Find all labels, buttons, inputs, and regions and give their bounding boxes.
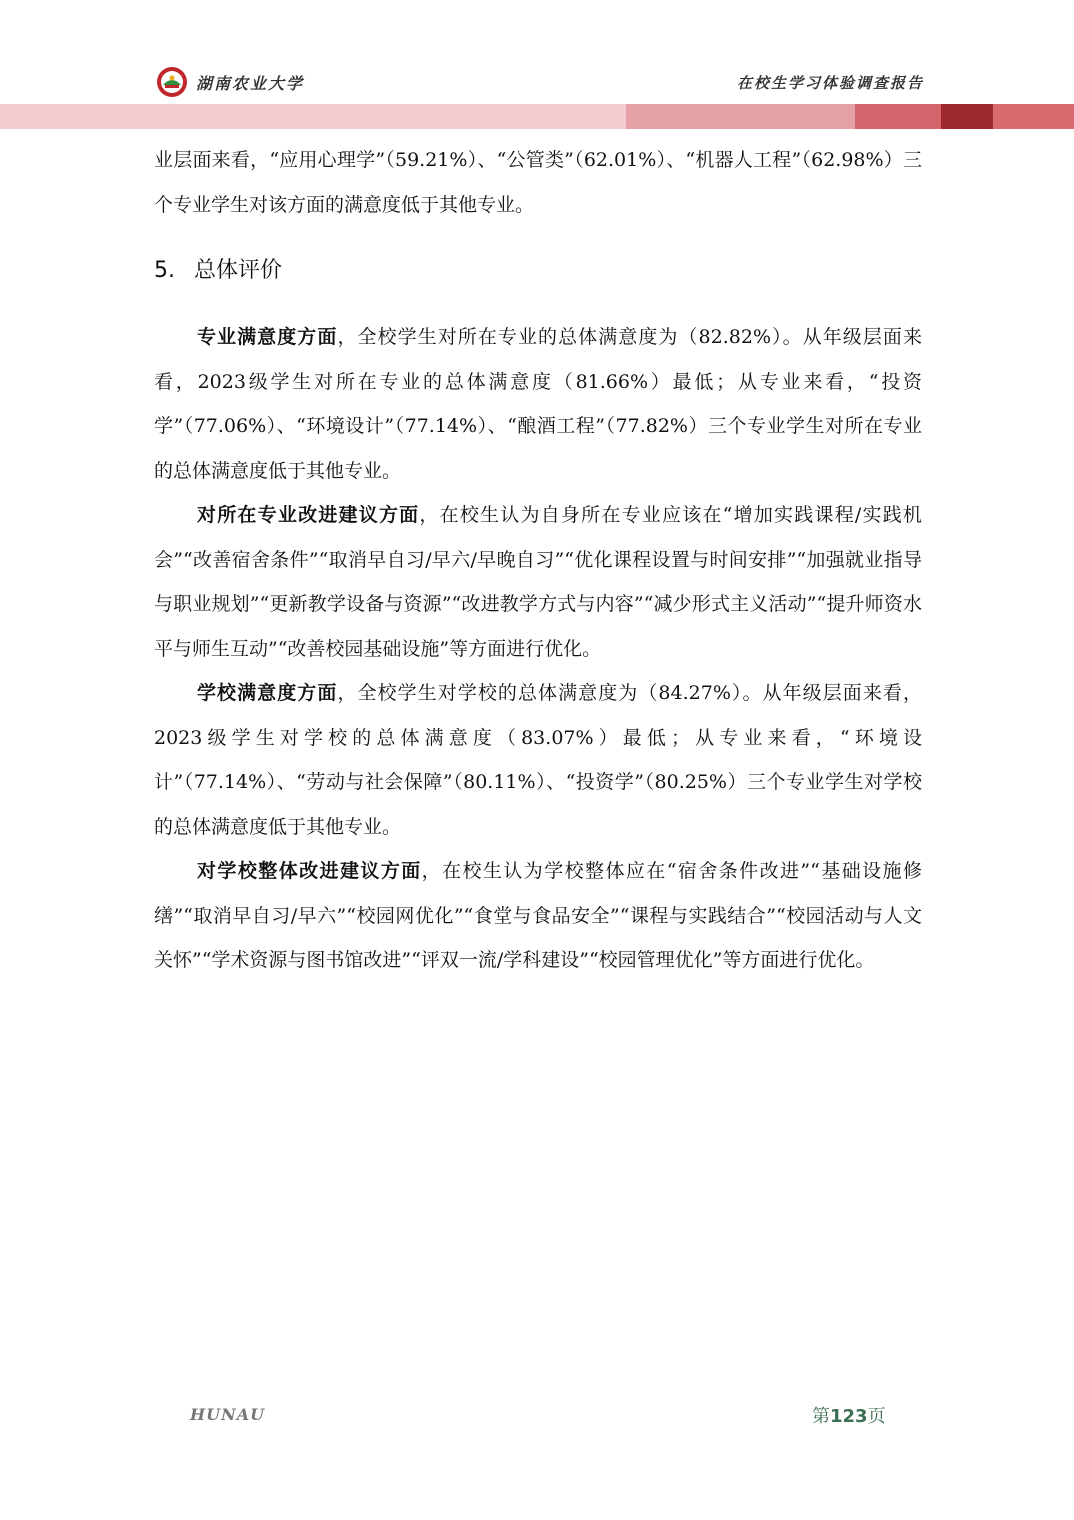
header-band-segment <box>941 104 993 129</box>
paragraph-text: ，全校学生对所在专业的总体满意度为（82.82%）。从年级层面来看，2023级学生对所在专业的总体满意度（81.66%）最低；从专业来看，“投资学”（77.06%）、“环境设计”（77.14%）、“酿酒工程”（77.82%）三个专业学生对所在专业的总体满意度低于其他专业。 <box>154 326 922 482</box>
section-heading <box>154 251 922 291</box>
paragraph-text: ，在校生认为自身所在专业应该在“增加实践课程/实践机会”“改善宿舍条件”“取消早自习/早六/早晚自习”“优化课程设置与时间安排”“加强就业指导与职业规划”“更新教学设备与资源”“改进教学方式与内容”“减少形式主义活动”“提升师资水平与师生互动”“改善校园基础设施”等方面进行优化。 <box>154 504 922 660</box>
paragraph-major-satisfaction <box>154 315 922 493</box>
header-band-segment <box>993 104 1074 129</box>
school-name: 湖南农业大学 <box>196 73 305 93</box>
section-title: 总体评价 <box>194 258 283 283</box>
paragraph-lead: 专业满意度方面 <box>197 326 338 348</box>
paragraph-lead: 学校满意度方面 <box>197 682 338 704</box>
page-body <box>154 138 922 983</box>
paragraph-text: ，全校学生对学校的总体满意度为（84.27%）。从年级层面来看，2023级学生对学校的总体满意度（83.07%）最低；从专业来看，“环境设计”（77.14%）、“劳动与社会保障”（80.11%）、“投资学”（80.25%）三个专业学生对学校的总体满意度低于其他专业。 <box>154 682 922 838</box>
paragraph-text: ，在校生认为学校整体应在“宿舍条件改进”“基础设施修缮”“取消早自习/早六”“校园网优化”“食堂与食品安全”“课程与实践结合”“校园活动与人文关怀”“学术资源与图书馆改进”“评双一流/学科建设”“校园管理优化”等方面进行优化。 <box>154 860 922 971</box>
page-number <box>812 1402 886 1428</box>
paragraph-school-suggestions <box>154 849 922 983</box>
paragraph-lead: 对学校整体改进建议方面 <box>197 860 422 882</box>
page-number-value: 123 <box>830 1406 868 1427</box>
page-suffix: 页 <box>867 1406 886 1427</box>
report-title: 在校生学习体验调查报告 <box>736 74 924 92</box>
university-seal-icon <box>156 66 188 98</box>
intro-paragraph: 业层面来看，“应用心理学”（59.21%）、“公管类”（62.01%）、“机器人工程”（62.98%）三个专业学生对该方面的满意度低于其他专业。 <box>154 149 922 216</box>
footer-brand: HUNAU <box>190 1405 266 1424</box>
page-header <box>0 0 1074 130</box>
paragraph-major-suggestions <box>154 493 922 671</box>
header-band-segment <box>626 104 855 129</box>
paragraph-school-satisfaction <box>154 671 922 849</box>
page-prefix: 第 <box>812 1406 830 1427</box>
section-number: 5. <box>154 258 175 283</box>
header-band-segment <box>0 104 626 129</box>
header-brand <box>156 66 304 98</box>
header-band-segment <box>855 104 941 129</box>
paragraph-lead: 对所在专业改进建议方面 <box>197 504 420 526</box>
